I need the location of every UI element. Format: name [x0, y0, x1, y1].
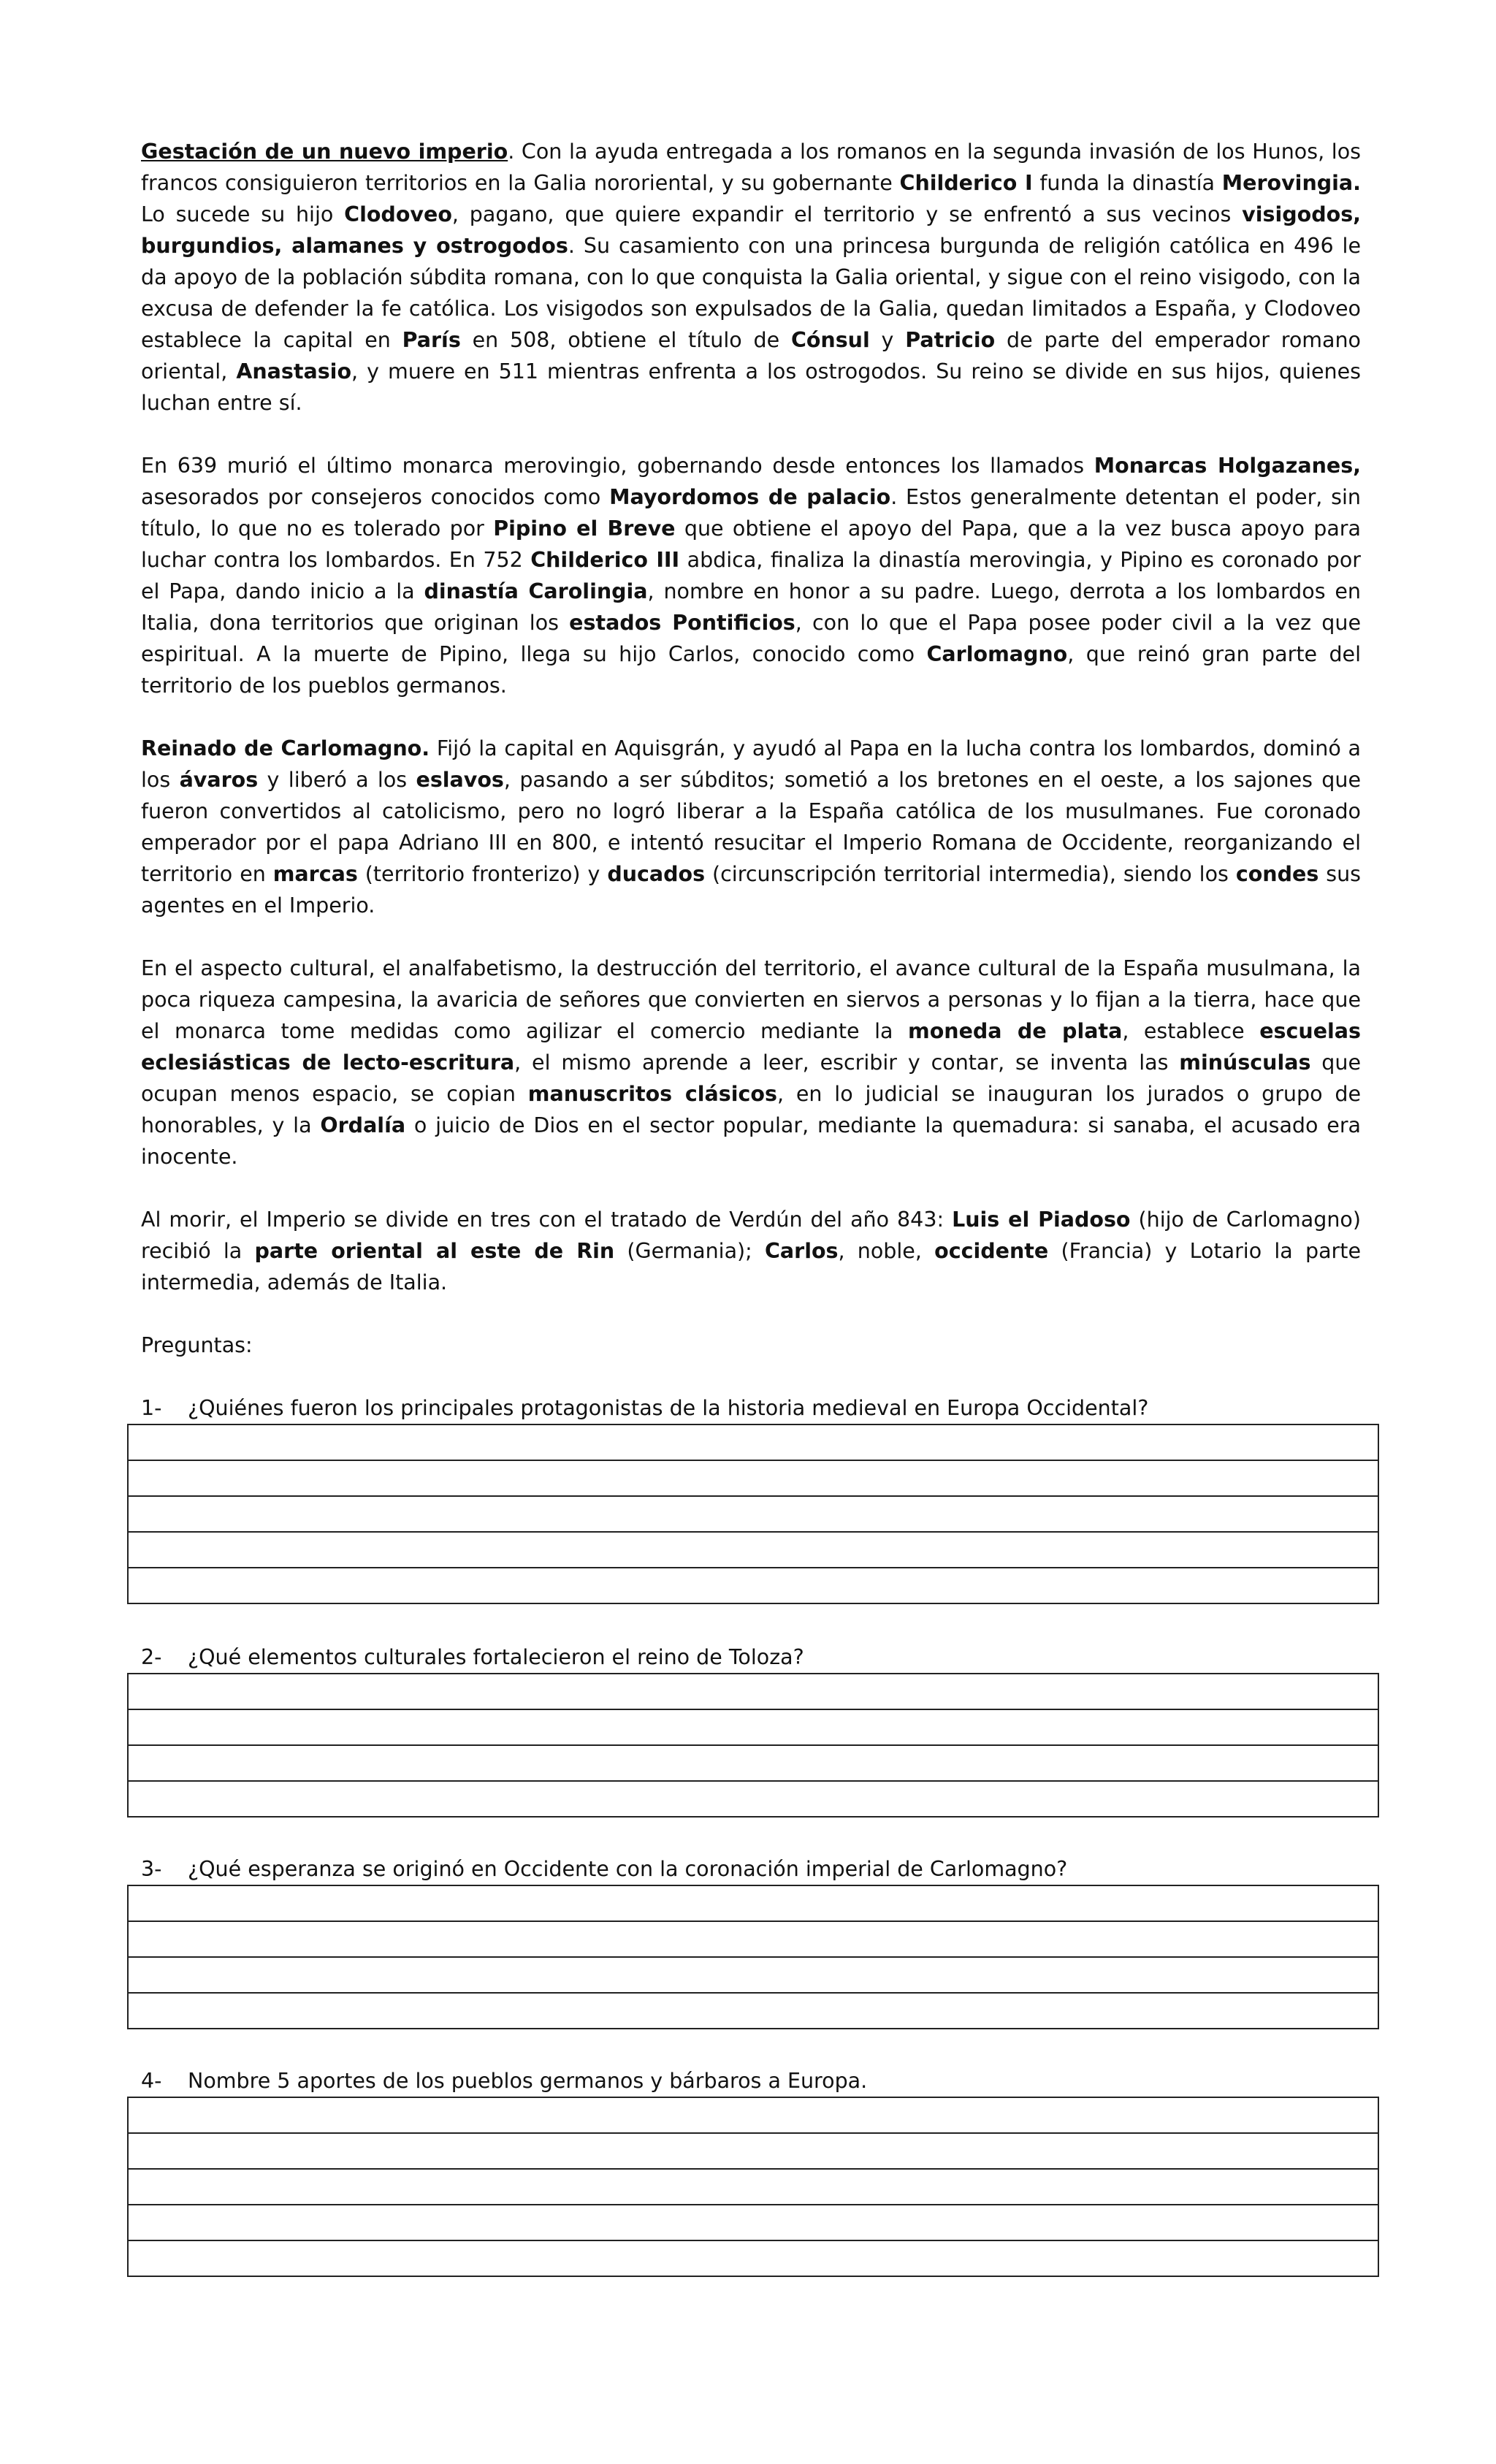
section-title-carlomagno: Reinado de Carlomagno.	[141, 736, 430, 760]
question-1	[141, 1392, 1361, 1604]
answer-line[interactable]	[129, 1568, 1378, 1604]
question-text: ¿Qué elementos culturales fortalecieron el reino de Toloza?	[188, 1645, 804, 1669]
answer-line[interactable]	[129, 1886, 1378, 1922]
answer-line[interactable]	[129, 1425, 1378, 1461]
paragraph-carlomagno: Reinado de Carlomagno. Fijó la capital en Aquisgrán, y ayudó al Papa en la lucha contra los lombardos, dominó a los ávaros y liberó a los eslavos, pasando a ser súbditos; sometió a los bretones en el oeste, a los sajones que fueron convertidos al catolicismo, pero no logró liberar a la España católica de los musulmanes. Fue coronado emperador por el papa Adriano III en 800, e intentó resucitar el Imperio Romana de Occidente, reorganizando el territorio en marcas (territorio fronterizo) y ducados (circunscripción territorial intermedia), siendo los condes sus agentes en el Imperio.	[141, 736, 1362, 918]
question-4	[141, 2065, 1361, 2277]
answer-line[interactable]	[129, 1922, 1378, 1958]
answer-line[interactable]	[129, 1497, 1378, 1533]
question-2	[141, 1641, 1361, 1818]
question-text: ¿Quiénes fueron los principales protagonistas de la historia medieval en Europa Occidental?	[188, 1396, 1149, 1420]
answer-box-3[interactable]	[127, 1885, 1379, 2029]
answer-line[interactable]	[129, 1746, 1378, 1782]
question-text: ¿Qué esperanza se originó en Occidente con la coronación imperial de Carlomagno?	[188, 1857, 1068, 1881]
question-3	[141, 1853, 1361, 2029]
answer-line[interactable]	[129, 2170, 1378, 2205]
answer-line[interactable]	[129, 1994, 1378, 2029]
answer-line[interactable]	[129, 1461, 1378, 1497]
section-title-gestacion: Gestación de un nuevo imperio	[141, 140, 508, 164]
paragraph-cultural: En el aspecto cultural, el analfabetismo, la destrucción del territorio, el avance cultural de la España musulmana, la poca riqueza campesina, la avaricia de señores que convierten en siervos a personas y lo fijan a la tierra, hace que el monarca tome medidas como agilizar el comercio mediante la moneda de plata, establece escuelas eclesiásticas de lecto-escritura, el mismo aprende a leer, escribir y contar, se inventa las minúsculas que ocupan menos espacio, se copian manuscritos clásicos, en lo judicial se inauguran los jurados o grupo de honorables, y la Ordalía o juicio de Dios en el sector popular, mediante la quemadura: si sanaba, el acusado era inocente.	[141, 956, 1362, 1169]
answer-line[interactable]	[129, 2241, 1378, 2277]
answer-line[interactable]	[129, 2205, 1378, 2241]
answer-box-4[interactable]	[127, 2097, 1379, 2277]
answer-line[interactable]	[129, 2134, 1378, 2170]
paragraph-holgazanes: En 639 murió el último monarca merovingio, gobernando desde entonces los llamados Monarcas Holgazanes, asesorados por consejeros conocidos como Mayordomos de palacio. Estos generalmente detentan el poder, sin título, lo que no es tolerado por Pipino el Breve que obtiene el apoyo del Papa, que a la vez busca apoyo para luchar contra los lombardos. En 752 Childerico III abdica, finaliza la dinastía merovingia, y Pipino es coronado por el Papa, dando inicio a la dinastía Carolingia, nombre en honor a su padre. Luego, derrota a los lombardos en Italia, dona territorios que originan los estados Pontificios, con lo que el Papa posee poder civil a la vez que espiritual. A la muerte de Pipino, llega su hijo Carlos, conocido como Carlomagno, que reinó gran parte del territorio de los pueblos germanos.	[141, 454, 1362, 698]
answer-line[interactable]	[129, 1710, 1378, 1746]
answer-box-1[interactable]	[127, 1424, 1379, 1604]
question-number: 4-	[141, 2069, 162, 2093]
question-number: 1-	[141, 1396, 162, 1420]
question-number: 2-	[141, 1645, 162, 1669]
answer-box-2[interactable]	[127, 1673, 1379, 1818]
answer-line[interactable]	[129, 1674, 1378, 1710]
answer-line[interactable]	[129, 2098, 1378, 2134]
paragraph-verdun: Al morir, el Imperio se divide en tres con el tratado de Verdún del año 843: Luis el Piadoso (hijo de Carlomagno) recibió la parte oriental al este de Rin (Germania); Carlos, noble, occidente (Francia) y Lotario la parte intermedia, además de Italia.	[141, 1208, 1361, 1294]
question-text: Nombre 5 aportes de los pueblos germanos y bárbaros a Europa.	[188, 2069, 868, 2093]
paragraph-gestacion: Gestación de un nuevo imperio. Con la ayuda entregada a los romanos en la segunda invasión de los Hunos, los francos consiguieron territorios en la Galia nororiental, y su gobernante Childerico I funda la dinastía Merovingia. Lo sucede su hijo Clodoveo, pagano, que quiere expandir el territorio y se enfrentó a sus vecinos visigodos, burgundios, alamanes y ostrogodos. Su casamiento con una princesa burgunda de religión católica en 496 le da apoyo de la población súbdita romana, con lo que conquista la Galia oriental, y sigue con el reino visigodo, con la excusa de defender la fe católica. Los visigodos son expulsados de la Galia, quedan limitados a España, y Clodoveo establece la capital en París en 508, obtiene el título de Cónsul y Patricio de parte del emperador romano oriental, Anastasio, y muere en 511 mientras enfrenta a los ostrogodos. Su reino se divide en sus hijos, quienes luchan entre sí.	[141, 140, 1361, 415]
worksheet-page	[141, 136, 1361, 2277]
answer-line[interactable]	[129, 1533, 1378, 1568]
answer-line[interactable]	[129, 1782, 1378, 1818]
answer-line[interactable]	[129, 1958, 1378, 1994]
question-number: 3-	[141, 1857, 162, 1881]
questions-heading: Preguntas:	[141, 1333, 253, 1357]
